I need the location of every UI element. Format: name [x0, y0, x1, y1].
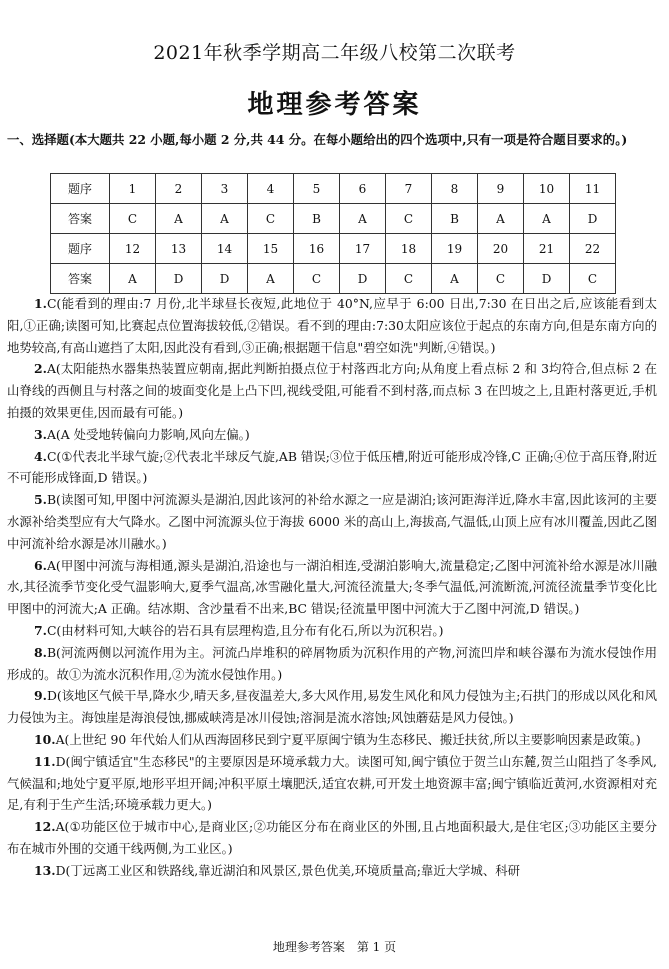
explanation-item — [7, 685, 657, 729]
answer-table-cell: D — [524, 264, 570, 294]
explanation-item — [7, 489, 657, 554]
explanation-number: 2. — [34, 361, 47, 377]
explanation-item — [7, 816, 657, 860]
explanation-text: B(读图可知,甲图中河流源头是湖泊,因此该河的补给水源之一应是湖泊;该河距海洋近,降水丰富,因此该河的主要水源补给类型应有大气降水。乙图中河流源头位于海拔 6000 米的高山上,海拔高,气温低,山顶上应有冰川覆盖,因此乙图中河流补给水源是冰川融水。) — [7, 492, 657, 551]
answer-table-cell: D — [156, 264, 202, 294]
answer-table-cell: C — [570, 264, 616, 294]
answer-table-cell: D — [202, 264, 248, 294]
explanation-item — [7, 446, 657, 490]
answer-table-cell: 5 — [294, 174, 340, 204]
explanation-item — [7, 620, 657, 642]
explanation-number: 1. — [34, 296, 47, 311]
explanation-text: C(由材料可知,大峡谷的岩石具有层理构造,且分布有化石,所以为沉积岩。) — [46, 622, 444, 638]
answer-table-cell: 15 — [248, 234, 294, 264]
answer-table-cell: C — [294, 264, 340, 294]
answer-table-cell: 11 — [570, 174, 616, 204]
answer-table-cell: A — [156, 204, 202, 234]
answer-table — [50, 173, 616, 294]
explanation-number: 8. — [34, 644, 47, 660]
answer-table-cell: A — [248, 264, 294, 294]
explanations — [7, 293, 657, 882]
answer-table-cell: 8 — [432, 174, 478, 204]
answer-table-cell: 7 — [386, 174, 432, 204]
answer-table-cell: B — [432, 204, 478, 234]
answer-table-cell: C — [248, 204, 294, 234]
answer-table-row-label: 答案 — [51, 204, 110, 234]
answer-table-cell: 2 — [156, 174, 202, 204]
answer-table-cell: 22 — [570, 234, 616, 264]
answer-table-cell: D — [570, 204, 616, 234]
answer-table-cell: C — [110, 204, 156, 234]
section-heading: 一、选择题(本大题共 22 小题,每小题 2 分,共 44 分。在每小题给出的四个选项中,只有一项是符合题目要求的。) — [7, 132, 628, 147]
explanation-text: D(该地区气候干旱,降水少,晴天多,昼夜温差大,多大风作用,易发生风化和风力侵蚀为主;石拱门的形成以风化和风力侵蚀为主。海蚀崖是海浪侵蚀,挪威峡湾是冰川侵蚀;溶洞是流水溶蚀;风蚀蘑菇是风力侵蚀。) — [7, 688, 657, 726]
explanation-number: 9. — [34, 688, 47, 704]
explanation-text: A(①功能区位于城市中心,是商业区;②功能区分布在商业区的外围,且占地面积最大,是住宅区;③功能区主要分布在城市外围的交通干线两侧,为工业区。) — [7, 819, 657, 856]
answer-table-row — [51, 174, 616, 204]
explanation-item — [7, 358, 657, 423]
explanation-text: A(甲图中河流与海相通,源头是湖泊,沿途也与一湖泊相连,受湖泊影响大,流量稳定;乙图中河流补给水源是冰川融水,其径流季节变化受气温影响大,夏季气温高,冰雪融化量大,河流径流量大;冬季气温低,河流断流,河流径流量季节变化比甲图中的河流大;A 正确。结冰期、含沙量看不出来,BC 错误;径流量甲图中河流大于乙图中河流,D 错误。) — [7, 557, 657, 617]
document-title: 2021年秋季学期高二年级八校第二次联考 — [153, 42, 516, 64]
explanation-number: 13. — [34, 862, 56, 878]
explanation-item — [7, 424, 657, 446]
answer-table-cell: 19 — [432, 234, 478, 264]
answer-table-cell: 18 — [386, 234, 432, 264]
page-footer: 地理参考答案 第 1 页 — [272, 940, 397, 954]
answer-table-cell: 17 — [340, 234, 386, 264]
answer-table-cell: A — [340, 204, 386, 234]
answer-table-cell: 1 — [110, 174, 156, 204]
explanation-number: 3. — [34, 426, 47, 442]
answer-table-cell: 10 — [524, 174, 570, 204]
answer-table-cell: 4 — [248, 174, 294, 204]
explanation-item — [7, 642, 657, 686]
answer-table-cell: 16 — [294, 234, 340, 264]
document-subtitle: 地理参考答案 — [247, 90, 422, 120]
answer-table-cell: 21 — [524, 234, 570, 264]
explanation-item — [7, 751, 657, 816]
answer-table-cell: 3 — [202, 174, 248, 204]
explanation-number: 7. — [34, 622, 47, 638]
explanation-number: 12. — [34, 819, 56, 835]
answer-table-row-label: 答案 — [51, 264, 110, 294]
answer-table-cell: C — [478, 264, 524, 294]
answer-table-cell: B — [294, 204, 340, 234]
explanation-text: D(丁远离工业区和铁路线,靠近湖泊和风景区,景色优美,环境质量高;靠近大学城、科研 — [55, 862, 520, 878]
answer-table-cell: A — [110, 264, 156, 294]
explanation-number: 5. — [34, 492, 47, 508]
answer-table-cell: C — [386, 264, 432, 294]
answer-table-row — [51, 234, 616, 264]
answer-table-cell: 14 — [202, 234, 248, 264]
explanation-text: A(上世纪 90 年代始人们从西海固移民到宁夏平原闽宁镇为生态移民、搬迁扶贫,所以主要影响因素是政策。) — [55, 731, 641, 747]
explanation-number: 4. — [34, 448, 47, 464]
explanation-number: 6. — [34, 557, 47, 573]
answer-table-cell: 13 — [156, 234, 202, 264]
answer-table-row — [51, 204, 616, 234]
explanation-text: A(A 处受地转偏向力影响,风向左偏。) — [46, 426, 250, 442]
explanation-text: B(河流两侧以河流作用为主。河流凸岸堆积的碎屑物质为沉积作用的产物,河流凹岸和峡谷瀑布为流水侵蚀作用形成的。故①为流水沉积作用,②为流水侵蚀作用。) — [7, 644, 657, 682]
answer-table-cell: 20 — [478, 234, 524, 264]
explanation-text: C(①代表北半球气旋;②代表北半球反气旋,AB 错误;③位于低压槽,附近可能形成冷锋,C 正确;④位于高压脊,附近不可能形成锋面,D 错误。) — [7, 448, 657, 486]
explanation-number: 11. — [34, 753, 56, 769]
answer-table-cell: 12 — [110, 234, 156, 264]
explanation-text: D(闽宁镇适宜"生态移民"的主要原因是环境承载力大。读图可知,闽宁镇位于贺兰山东麓,贺兰山阻挡了冬季风,气候温和;地处宁夏平原,地形平坦开阔;冲积平原土壤肥沃,适宜农耕,可开发土地资源丰富;闽宁镇临近黄河,水资源相对充足,有利于生产生活;环境承载力更大。) — [7, 753, 657, 813]
answer-table-cell: C — [386, 204, 432, 234]
answer-table-cell: A — [478, 204, 524, 234]
answer-table-cell: A — [432, 264, 478, 294]
answer-table-cell: D — [340, 264, 386, 294]
explanation-number: 10. — [34, 731, 56, 747]
explanation-item — [7, 555, 657, 620]
answer-table-row — [51, 264, 616, 294]
explanation-text: A(太阳能热水器集热装置应朝南,据此判断拍摄点位于村落西北方向;从角度上看点标 2 和 3均符合,但点标 2 在山脊线的西侧且与村落之间的坡面变化是上凸下凹,视线受阻,可能看不到村落,而点标 3 在凹坡之上,且距村落更近,手机拍摄的效果更佳,因而最有可能。) — [7, 361, 657, 420]
explanation-item — [7, 729, 657, 751]
explanation-text: C(能看到的理由:7 月份,北半球昼长夜短,此地位于 40°N,应早于 6:00 日出,7:30 在日出之后,应该能看到太阳,①正确;读图可知,比赛起点位置海拔较低,②错误。看不到的理由:7:30太阳应该位于起点的东南方向,但是东南方向的地势较高,有高山遮挡了太阳,因此没有看到,③正确;根据题干信息"碧空如洗"判断,④错误。) — [7, 296, 657, 355]
explanation-item — [7, 293, 657, 358]
answer-table-cell: 9 — [478, 174, 524, 204]
explanation-item — [7, 860, 657, 882]
answer-table-cell: 6 — [340, 174, 386, 204]
answer-table-cell: A — [202, 204, 248, 234]
answer-table-row-label: 题序 — [51, 174, 110, 204]
answer-table-row-label: 题序 — [51, 234, 110, 264]
answer-table-cell: A — [524, 204, 570, 234]
